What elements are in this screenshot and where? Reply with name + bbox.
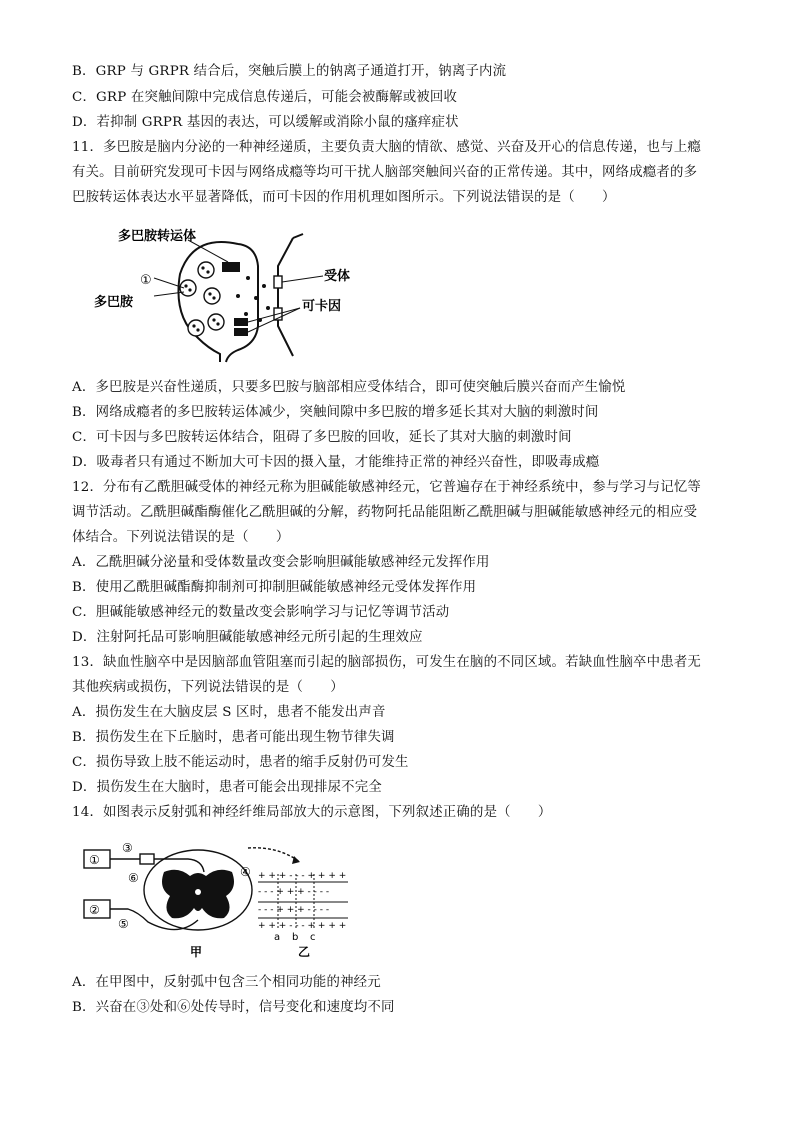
fiber-row-2: - - - + + + - - - - — [258, 887, 330, 897]
label-n4: ④ — [240, 865, 251, 879]
label-cocaine: 可卡因 — [302, 299, 342, 314]
option-d-q10: D．若抑制 GRPR 基因的表达，可以缓解或消除小鼠的瘙痒症状 — [72, 115, 459, 130]
option-d-q12: D．注射阿托品可影响胆碱能敏感神经元所引起的生理效应 — [72, 630, 423, 645]
option-b-q13: B．损伤发生在下丘脑时，患者可能出现生物节律失调 — [72, 730, 395, 745]
label-n2: ② — [89, 903, 100, 917]
label-receptor: 受体 — [324, 269, 351, 284]
label-dopamine: 多巴胺 — [94, 295, 134, 310]
label-n5: ⑤ — [118, 917, 129, 931]
fiber-label-a: a — [274, 932, 281, 943]
option-d-q13: D．损伤发生在大脑时，患者可能会出现排尿不完全 — [72, 780, 382, 795]
label-n6: ⑥ — [128, 871, 139, 885]
option-c-q12: C．胆碱能敏感神经元的数量改变会影响学习与记忆等调节活动 — [72, 605, 450, 620]
fiber-label-c: c — [310, 932, 316, 943]
caption-jia: 甲 — [190, 945, 203, 959]
option-a-q13: A．损伤发生在大脑皮层 S 区时，患者不能发出声音 — [72, 705, 386, 720]
fiber-label-b: b — [292, 932, 299, 943]
question-13-line-1: 13．缺血性脑卒中是因脑部血管阻塞而引起的脑部损伤，可发生在脑的不同区域。若缺血性脑卒中患者无 — [72, 655, 702, 670]
question-11-line-3: 巴胺转运体表达水平显著降低，而可卡因的作用机理如图所示。下列说法错误的是（ ） — [72, 190, 616, 205]
fiber-row-1: + + + - - - + + + + — [258, 871, 347, 881]
fiber-row-3: - - - + + + - - - - — [258, 905, 330, 915]
option-b-q12: B．使用乙酰胆碱酯酶抑制剂可抑制胆碱能敏感神经元受体发挥作用 — [72, 580, 477, 595]
option-c-q11: C．可卡因与多巴胺转运体结合，阻碍了多巴胺的回收，延长了其对大脑的刺激时间 — [72, 430, 572, 445]
option-b-q10: B．GRP 与 GRPR 结合后，突触后膜上的钠离子通道打开，钠离子内流 — [72, 64, 507, 79]
reflex-arc-figure — [78, 838, 378, 966]
question-11-line-2: 有关。目前研究发现可卡因与网络成瘾等均可干扰人脑部突触间兴奋的正常传递。其中，网络成瘾者的多 — [72, 165, 698, 180]
option-d-q11: D．吸毒者只有通过不断加大可卡因的摄入量，才能维持正常的神经兴奋性，即吸毒成瘾 — [72, 455, 600, 470]
synapse-figure — [88, 226, 388, 366]
question-11-line-1: 11．多巴胺是脑内分泌的一种神经递质，主要负责大脑的情欲、感觉、兴奋及开心的信息传递，也与上瘾 — [72, 140, 702, 155]
option-c-q13: C．损伤导致上肢不能运动时，患者的缩手反射仍可发生 — [72, 755, 409, 770]
question-14-line-1: 14．如图表示反射弧和神经纤维局部放大的示意图，下列叙述正确的是（ ） — [72, 805, 552, 820]
option-a-q11: A．多巴胺是兴奋性递质，只要多巴胺与脑部相应受体结合，即可使突触后膜兴奋而产生愉悦 — [72, 380, 626, 395]
question-12-line-3: 体结合。下列说法错误的是（ ） — [72, 530, 290, 545]
label-dopamine-transporter: 多巴胺转运体 — [118, 229, 197, 244]
label-n1: ① — [89, 853, 100, 867]
option-a-q14: A．在甲图中，反射弧中包含三个相同功能的神经元 — [72, 975, 381, 990]
question-13-line-2: 其他疾病或损伤，下列说法错误的是（ ） — [72, 680, 344, 695]
label-circle-1: ① — [140, 273, 152, 288]
question-12-line-1: 12．分布有乙酰胆碱受体的神经元称为胆碱能敏感神经元，它普遍存在于神经系统中，参与学习与记忆等 — [72, 480, 702, 495]
option-a-q12: A．乙酰胆碱分泌量和受体数量改变会影响胆碱能敏感神经元发挥作用 — [72, 555, 490, 570]
label-n3: ③ — [122, 841, 133, 855]
option-b-q11: B．网络成瘾者的多巴胺转运体减少，突触间隙中多巴胺的增多延长其对大脑的刺激时间 — [72, 405, 599, 420]
fiber-row-4: + + + - - - + + + + — [258, 921, 347, 931]
caption-yi: 乙 — [298, 945, 311, 959]
option-c-q10: C．GRP 在突触间隙中完成信息传递后，可能会被酶解或被回收 — [72, 90, 458, 105]
question-12-line-2: 调节活动。乙酰胆碱酯酶催化乙酰胆碱的分解，药物阿托品能阻断乙酰胆碱与胆碱能敏感神经元的相应受 — [72, 505, 698, 520]
option-b-q14: B．兴奋在③处和⑥处传导时，信号变化和速度均不同 — [72, 1000, 395, 1015]
